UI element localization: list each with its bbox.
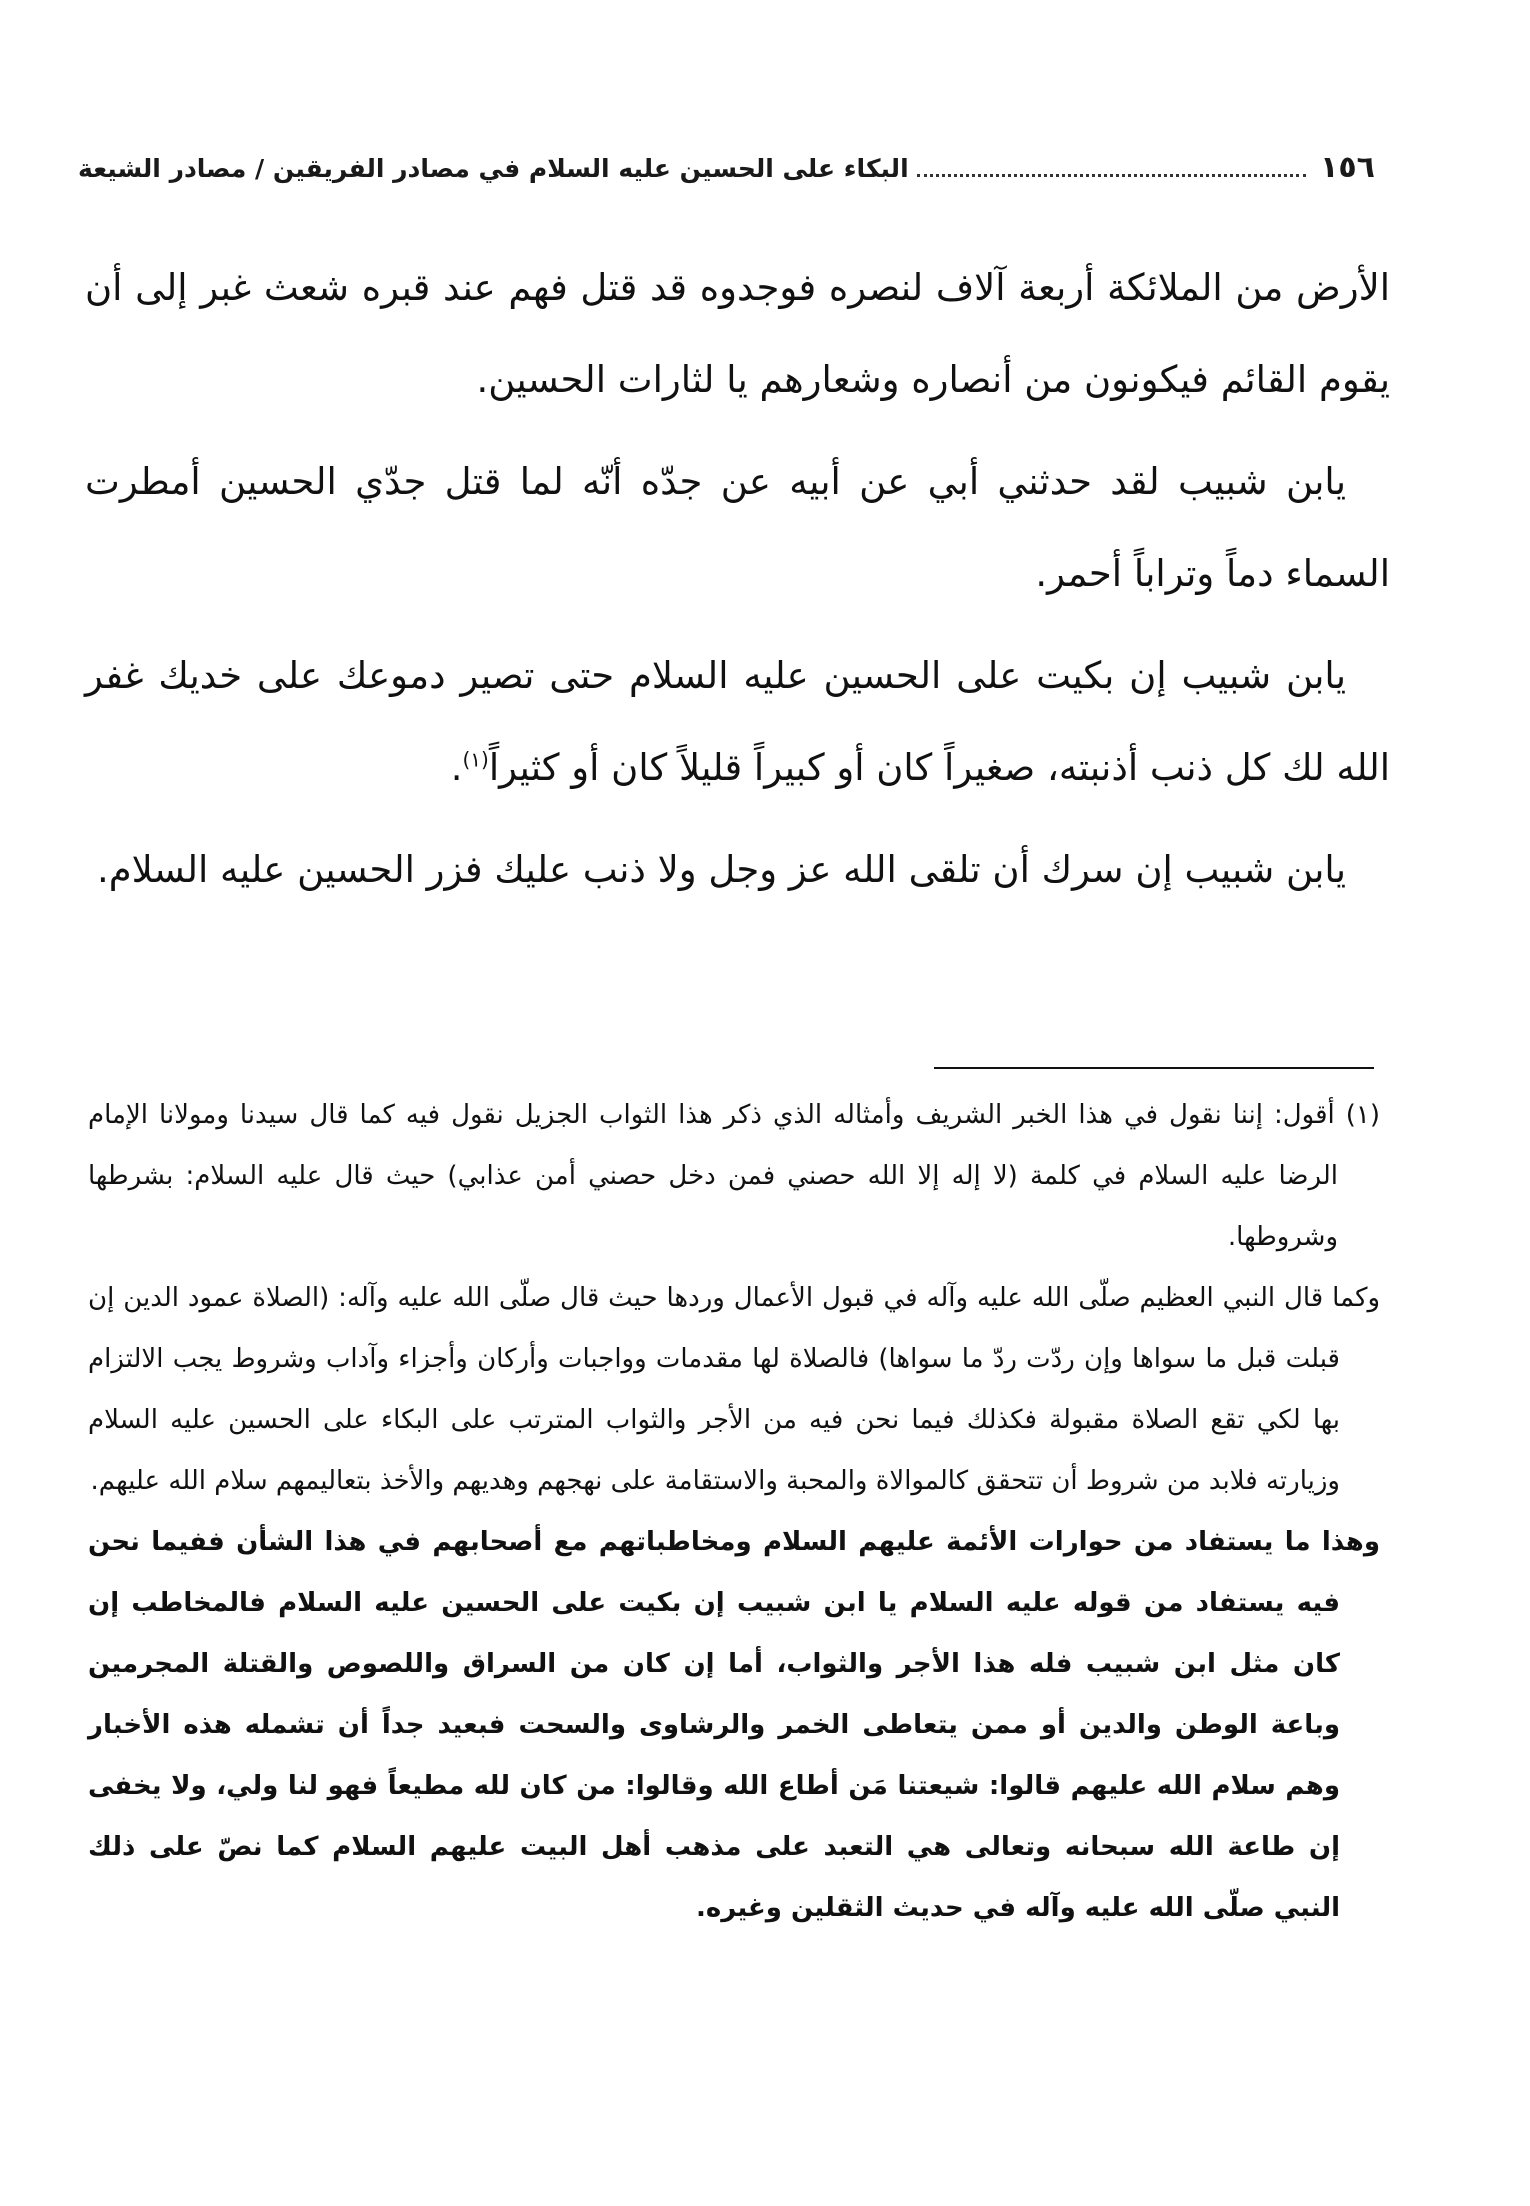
footnote-separator (934, 1067, 1374, 1069)
header-leader-dots (917, 174, 1306, 177)
body-paragraph-text: يابن شبيب إن بكيت على الحسين عليه السلام حتى تصير دموعك على خديك غفر الله لك كل ذنب أذنبته، صغيراً كان أو كبيراً قليلاً كان أو كثيراً (85, 654, 1390, 789)
footnote-item: وكما قال النبي العظيم صلّى الله عليه وآله في قبول الأعمال وردها حيث قال صلّى الله عليه وآله: (الصلاة عمود الدين إن قبلت قبل ما سواها وإن ردّت ردّ ما سواها) فالصلاة لها مقدمات وواجبات وأركان وأجزاء وآداب وشروط يجب الالتزام بها لكي تقع الصلاة مقبولة فكذلك فيما نحن فيه من الأجر والثواب المترتب على البكاء على الحسين عليه السلام وزيارته فلابد من شروط أن تتحقق كالموالاة والمحبة والاستقامة على نهجهم وهديهم والأخذ بتعاليمهم سلام الله عليهم. (88, 1283, 1380, 1496)
page-number: ١٥٦ (1320, 150, 1375, 185)
footnotes (88, 1085, 1380, 1939)
footnote-text: أقول: إننا نقول في هذا الخبر الشريف وأمثاله الذي ذكر هذا الثواب الجزيل نقول فيه كما قال سيدنا ومولانا الإمام الرضا عليه السلام في كلمة (لا إله إلا الله حصني فمن دخل حصني أمن عذابي) حيث قال عليه السلام: بشرطها وشروطها. (88, 1100, 1338, 1252)
footnote-marker: (١) (1345, 1100, 1381, 1130)
body-paragraph: يابن شبيب إن سرك أن تلقى الله عز وجل ولا ذنب عليك فزر الحسين عليه السلام. (96, 848, 1346, 891)
running-title: البكاء على الحسين عليه السلام في مصادر الفريقين / مصادر الشيعة (78, 154, 909, 183)
footnote-item (88, 1085, 1380, 1268)
body-paragraph: يابن شبيب لقد حدثني أبي عن أبيه عن جدّه أنّه لما قتل جدّي الحسين أمطرت السماء دماً وتراباً أحمر. (85, 460, 1390, 595)
footnote-item: وهذا ما يستفاد من حوارات الأئمة عليهم السلام ومخاطباتهم مع أصحابهم في هذا الشأن ففيما نحن فيه يستفاد من قوله عليه السلام يا ابن شبيب إن بكيت على الحسين عليه السلام فالمخاطب إن كان مثل ابن شبيب فله هذا الأجر والثواب، أما إن كان من السراق واللصوص والقتلة المجرمين وباعة الوطن والدين أو ممن يتعاطى الخمر والرشاوى والسحت فبعيد جداً أن تشمله هذه الأخبار وهم سلام الله عليهم قالوا: شيعتنا مَن أطاع الله وقالوا: من كان لله مطيعاً فهو لنا ولي، ولا يخفى إن طاعة الله سبحانه وتعالى هي التعبد على مذهب أهل البيت عليهم السلام كما نصّ على ذلك النبي صلّى الله عليه وآله في حديث الثقلين وغيره. (88, 1527, 1380, 1923)
main-text (85, 242, 1390, 926)
page-header (78, 150, 1375, 185)
body-paragraph: الأرض من الملائكة أربعة آلاف لنصره فوجدوه قد قتل فهم عند قبره شعث غبر إلى أن يقوم القائم فيكونون من أنصاره وشعارهم يا لثارات الحسين. (85, 266, 1390, 401)
footnote-reference: (١) (462, 747, 489, 772)
body-paragraph-end: . (450, 746, 463, 789)
body-paragraph (85, 630, 1390, 814)
